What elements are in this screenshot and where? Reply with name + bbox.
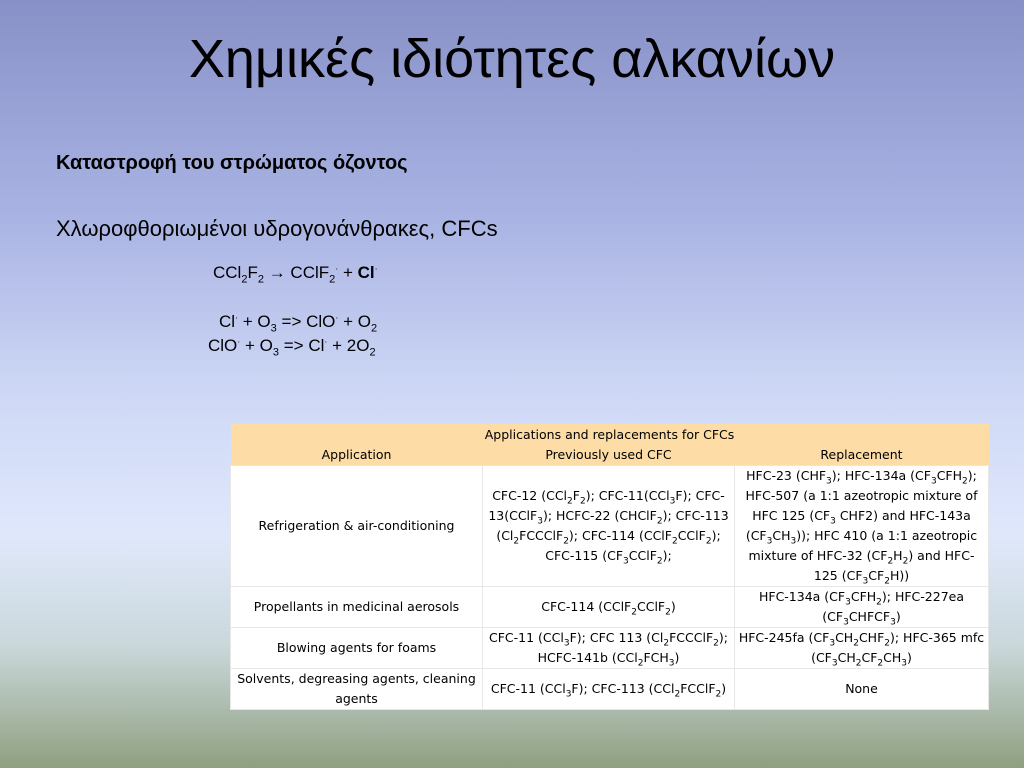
equation-3: $ClO^\cdot + O_3 => Cl^\cdot + 2O_2$	[208, 336, 376, 359]
previous-cfc-cell: CFC-11 (CCl$_3$F); CFC 113 $(Cl_2FCCClF_2)$; HCFC-141b $(CCl_2FCH_3)$	[483, 628, 735, 669]
application-cell: Propellants in medicinal aerosols	[231, 587, 483, 628]
previous-cfc-cell: CFC-12 $(CCl_2F_2)$; CFC-11(CCl$_3$F); CFC-13(CClF$_3$); HCFC-22 (CHClF$_2$); CFC-113 $(Cl_2FCCClF_2)$; CFC-114 (CClF$_2$CClF$_2$); CFC-115 $(CF_3CClF_2)$;	[483, 466, 735, 587]
previous-cfc-cell: CFC-114 (CClF$_2$CClF$_2$)	[483, 587, 735, 628]
previous-cfc-cell: CFC-11 (CCl$_3$F); CFC-113 (CCl$_2$FCClF$_2$)	[483, 669, 735, 710]
table-row	[231, 466, 989, 587]
slide-title: Χημικές ιδιότητες αλκανίων	[188, 29, 836, 89]
application-cell: Blowing agents for foams	[231, 628, 483, 669]
replacement-cell: HFC-134a $(CF_3CFH_2)$; HFC-227ea $(CF_3CHFCF_3)$	[735, 587, 989, 628]
table-caption-row	[231, 424, 989, 445]
table-row	[231, 587, 989, 628]
header-application: Application	[231, 445, 483, 466]
table-caption: Applications and replacements for CFCs	[231, 424, 989, 445]
cfc-heading: Χλωροφθοριωμένοι υδρογονάνθρακες, CFCs	[56, 216, 498, 241]
table-header-row	[231, 445, 989, 466]
application-cell: Solvents, degreasing agents, cleaning agents	[231, 669, 483, 710]
header-replacement: Replacement	[735, 445, 989, 466]
table-row	[231, 628, 989, 669]
replacement-cell: None	[735, 669, 989, 710]
equation-1: $CCl_2F_2$ → CClF$_2$· + Cl·	[213, 263, 378, 286]
table-row	[231, 669, 989, 710]
section-subtitle: Καταστροφή του στρώματος όζοντος	[56, 152, 408, 174]
replacement-cell: HFC-245fa $(CF_3CH_2CHF_2)$; HFC-365 mfc $(CF_3CH_2CF_2CH_3)$	[735, 628, 989, 669]
cfc-table	[230, 424, 989, 710]
header-previous-cfc: Previously used CFC	[483, 445, 735, 466]
replacement-cell: HFC-23 $(CHF_3)$; HFC-134a $(CF_3CFH_2)$; HFC-507 (a 1:1 azeotropic mixture of HFC 125 ($CF_3$ CHF2) and HFC-143a $(CF_3CH_3)$); HFC 410 (a 1:1 azeotropic mixture of HFC-32 $(CF_2H_2)$ and HFC-125 $(CF_3CF_2H)$)	[735, 466, 989, 587]
equation-2: $Cl^\cdot + O_3 => ClO^\cdot + O_2$	[219, 312, 378, 335]
application-cell: Refrigeration & air-conditioning	[231, 466, 483, 587]
